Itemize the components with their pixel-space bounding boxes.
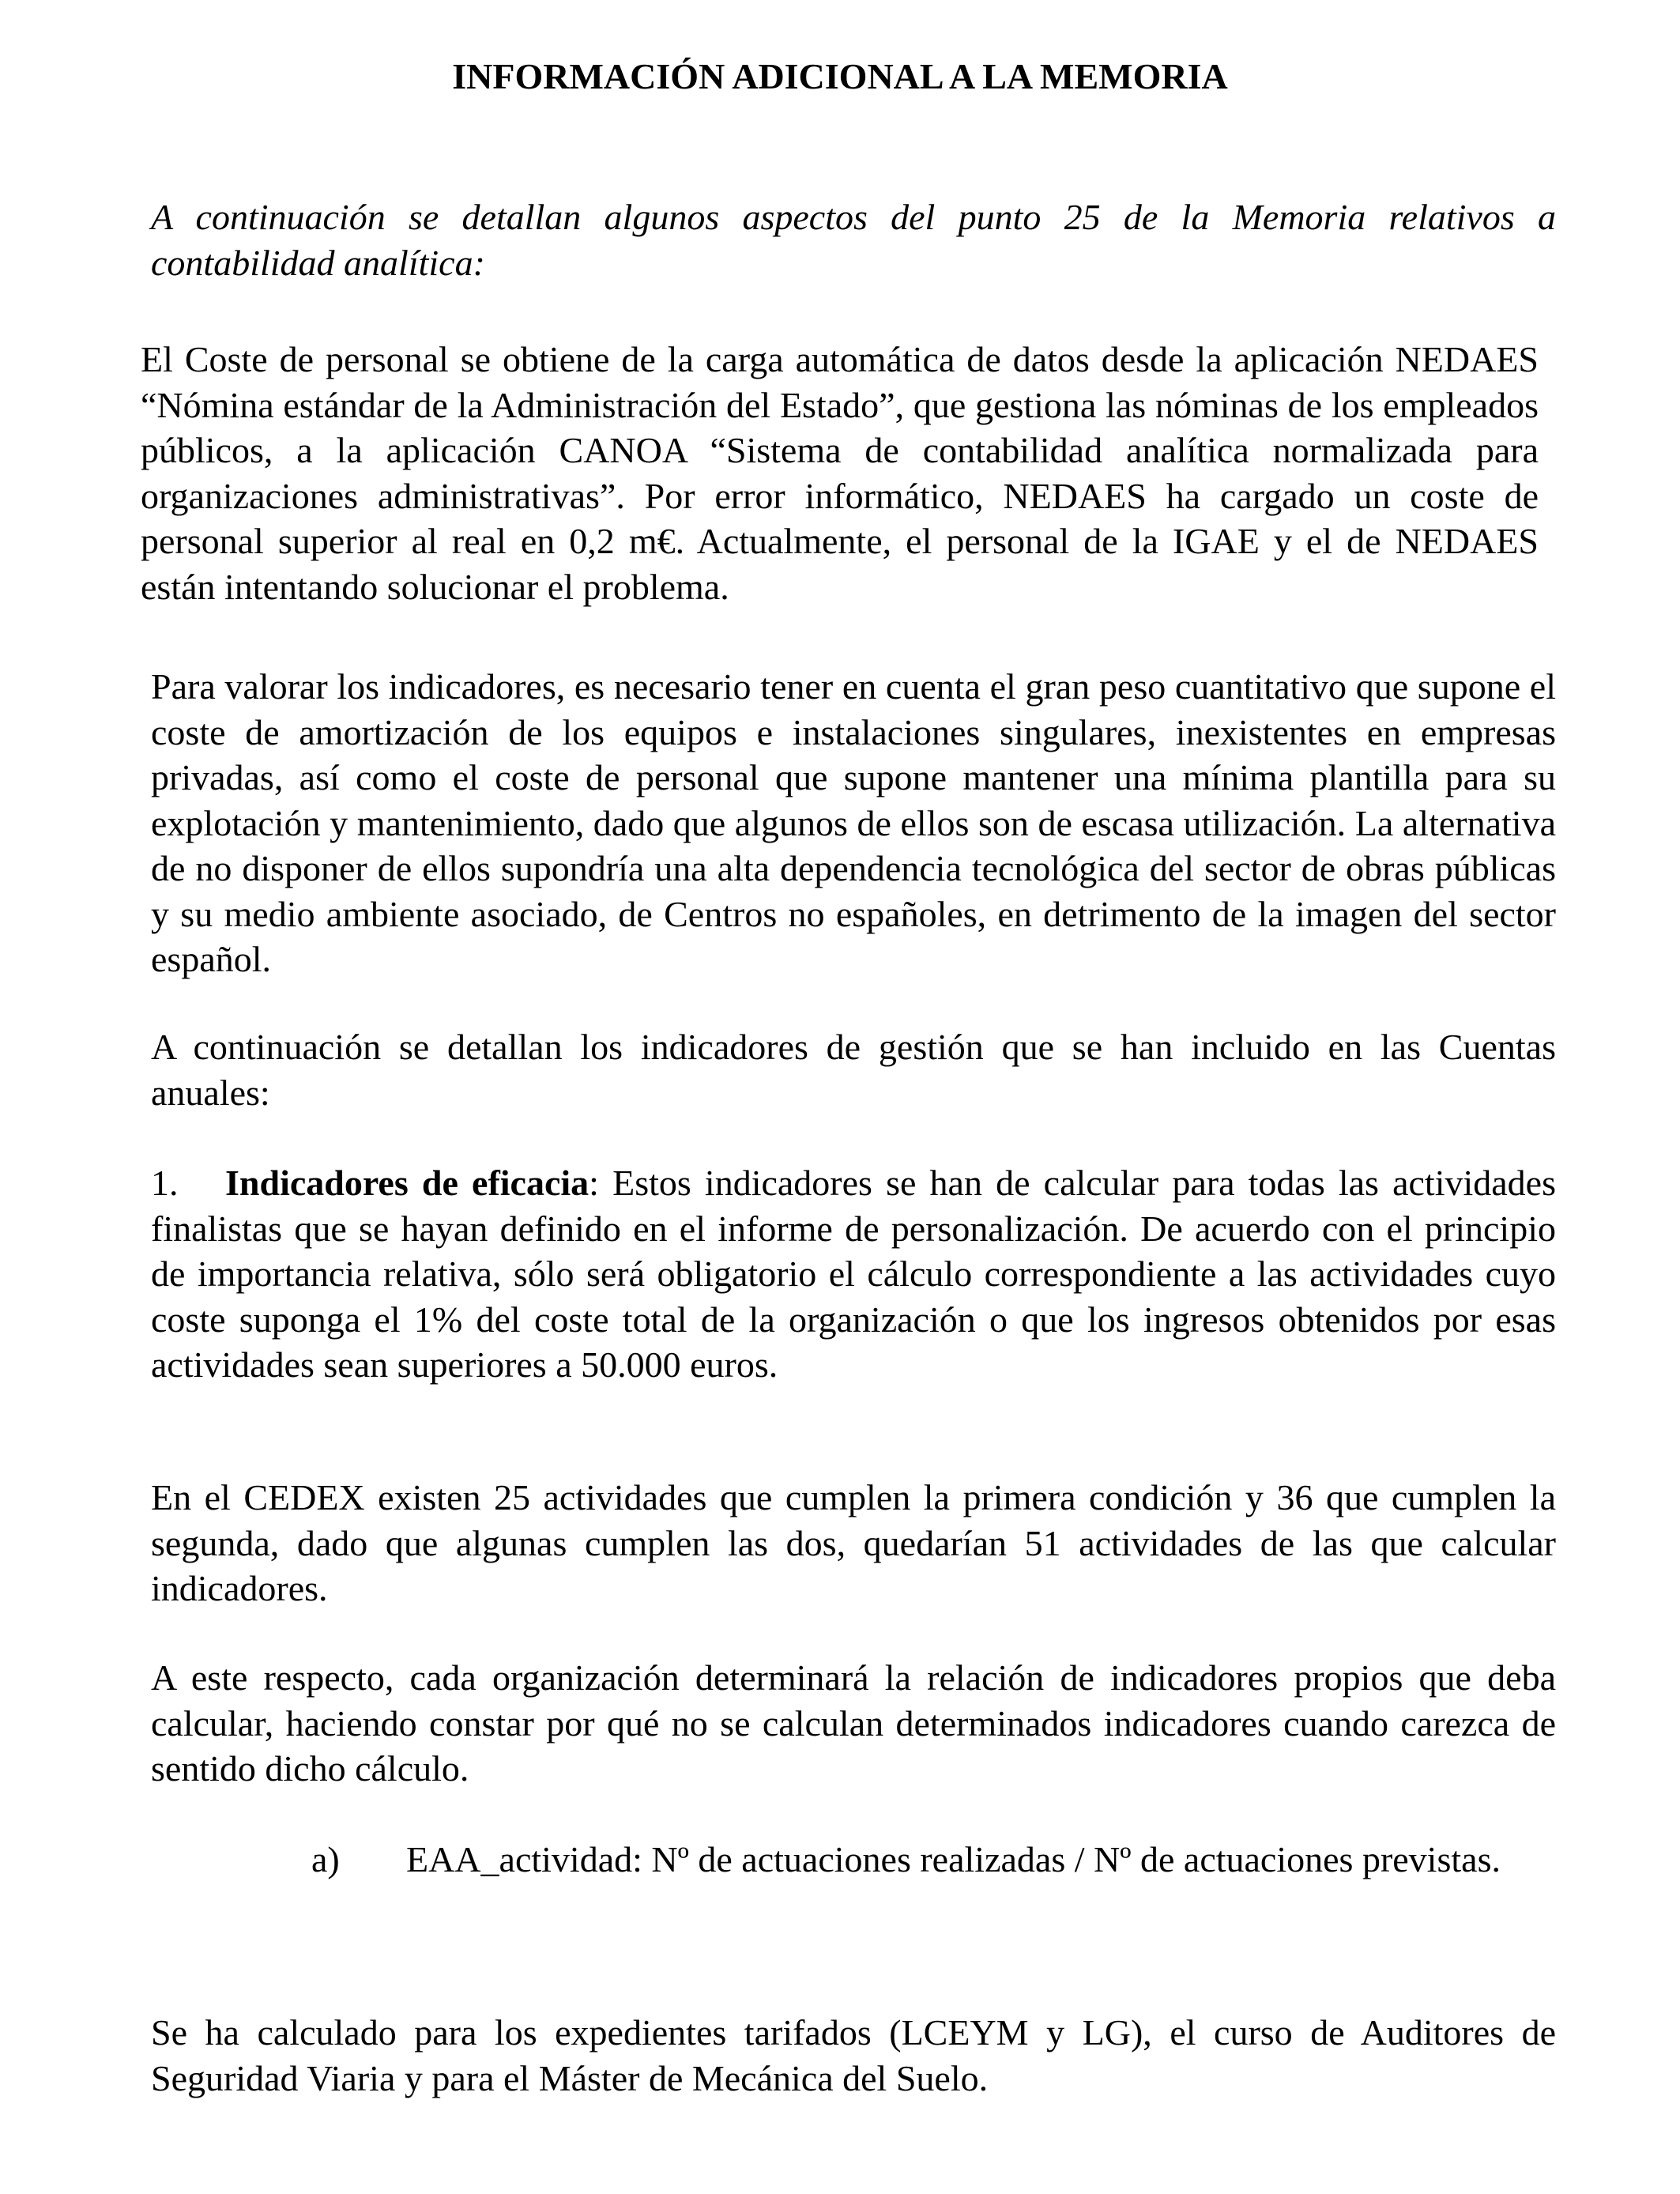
- item-text: : Estos indicadores se han de calcular para todas las actividades finalistas que se hayan definido en el informe de personalización. De acuerdo con el principio de importancia relativa, sólo será obligatorio el cálculo correspondiente a las actividades cuyo coste suponga el 1% del coste total de la organización o que los ingresos obtenidos por esas actividades sean superiores a 50.000 euros.: [151, 1163, 1557, 1385]
- item-text: EAA_actividad: Nº de actuaciones realizadas / Nº de actuaciones previstas.: [406, 1839, 1501, 1879]
- item-eaa-actividad: [311, 1837, 1556, 1883]
- calculado-paragraph: Se ha calculado para los expedientes tarifados (LCEYM y LG), el curso de Auditores de Seguridad Viaria y para el Máster de Mecánica del Suelo.: [151, 2012, 1556, 2098]
- valorar-indicadores-paragraph: Para valorar los indicadores, es necesario tener en cuenta el gran peso cuantitativo que supone el coste de amortización de los equipos e instalaciones singulares, inexistentes en empresas privadas, así como el coste de personal que supone mantener una mínima plantilla para su explotación y mantenimiento, dado que algunos de ellos son de escasa utilización. La alternativa de no disponer de ellos supondría una alta dependencia tecnológica del sector de obras públicas y su medio ambiente asociado, de Centros no españoles, en detrimento de la imagen del sector español.: [151, 666, 1556, 979]
- item-letter: a): [311, 1839, 340, 1879]
- item-number: 1.: [151, 1163, 179, 1203]
- cedex-paragraph: En el CEDEX existen 25 actividades que cumplen la primera condición y 36 que cumplen la segunda, dado que algunas cumplen las dos, quedarían 51 actividades de las que calcular indicadores.: [151, 1477, 1556, 1608]
- coste-personal-paragraph: El Coste de personal se obtiene de la carga automática de datos desde la aplicación NEDAES “Nómina estándar de la Administración del Estado”, que gestiona las nóminas de los empleados públicos, a la aplicación CANOA “Sistema de contabilidad analítica normalizada para organizaciones administrativas”. Por error informático, NEDAES ha cargado un coste de personal superior al real en 0,2 m€. Actualmente, el personal de la IGAE y el de NEDAES están intentando solucionar el problema.: [141, 339, 1539, 607]
- respecto-paragraph: A este respecto, cada organización determinará la relación de indicadores propios que deba calcular, haciendo constar por qué no se calculan determinados indicadores cuando carezca de sentido dicho cálculo.: [151, 1657, 1556, 1789]
- page-title: INFORMACIÓN ADICIONAL A LA MEMORIA: [452, 56, 1228, 96]
- intro-paragraph: A continuación se detallan algunos aspectos del punto 25 de la Memoria relativos a contabilidad analítica:: [151, 197, 1556, 283]
- item-heading: Indicadores de eficacia: [225, 1163, 590, 1203]
- item-indicadores-eficacia: [151, 1160, 1556, 1388]
- indicadores-gestion-paragraph: A continuación se detallan los indicadores de gestión que se han incluido en las Cuentas anuales:: [151, 1027, 1556, 1113]
